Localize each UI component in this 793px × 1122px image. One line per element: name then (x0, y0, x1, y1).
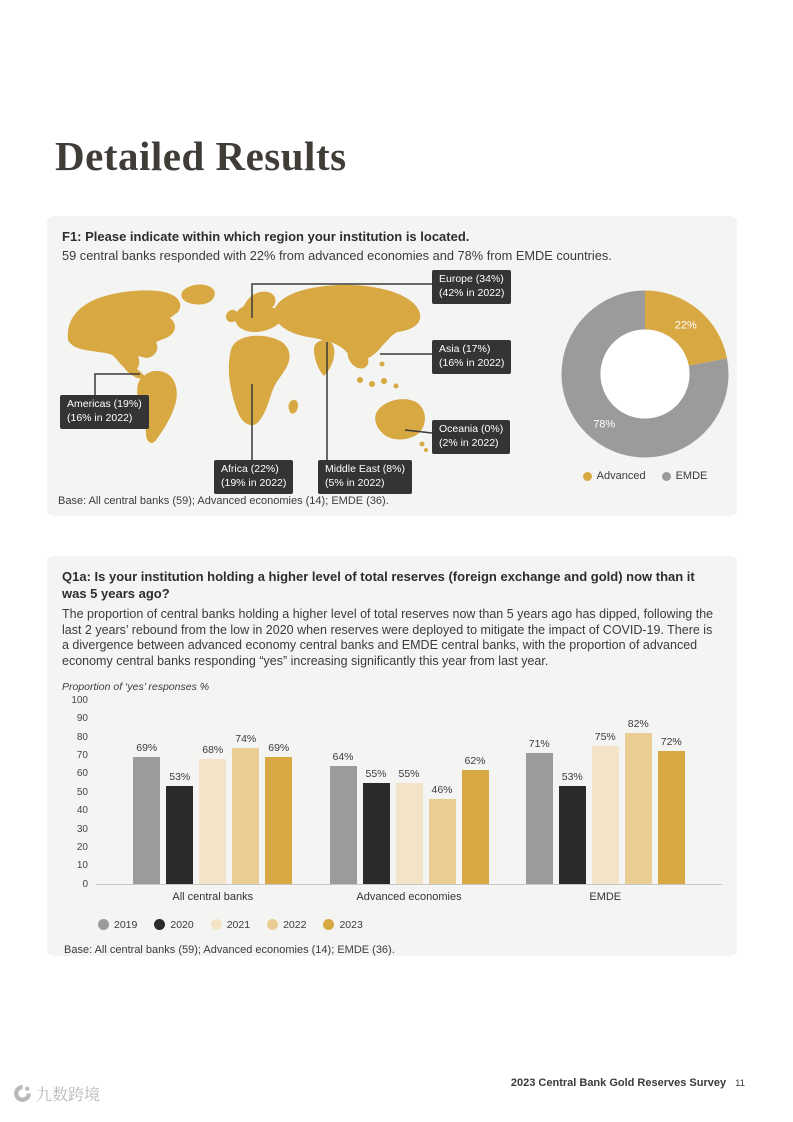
bar-2019-cat1 (330, 751, 357, 884)
legend-item-Advanced (583, 470, 646, 482)
bar-2023-cat0 (265, 741, 292, 884)
y-tick-60: 60 (76, 768, 88, 780)
y-tick-30: 30 (76, 823, 88, 835)
footer-title: 2023 Central Bank Gold Reserves Survey (510, 1077, 727, 1089)
bar-chart-legend (98, 919, 722, 931)
map-callout-sublabel: (42% in 2022) (439, 286, 505, 299)
watermark-text: 九数跨境 (36, 1087, 101, 1104)
watermark (13, 1082, 100, 1105)
island-greenland (181, 285, 214, 305)
continent-north-america (68, 290, 181, 371)
y-tick-10: 10 (76, 860, 88, 872)
map-callout-label: Middle East (8%) (325, 463, 405, 475)
map-callout-label: Oceania (0%) (439, 423, 504, 435)
legend-item-2019 (98, 919, 137, 931)
bar-chart (62, 694, 722, 903)
map-callout-sublabel: (19% in 2022) (221, 476, 287, 489)
bar-value-label: 46% (431, 784, 453, 797)
f1-subheading: 59 central banks responded with 22% from advanced economies and 78% from EMDE countries. (62, 247, 612, 263)
island-new-zealand-1 (420, 442, 425, 447)
bar-group-label: All central banks (172, 890, 254, 903)
q1a-heading: Q1a: Is your institution holding a higher level of total reserves (foreign exchange and gold) now than it was 5 years ago? (62, 569, 695, 601)
bar-2023-cat1 (462, 754, 489, 884)
bar-value-label: 53% (169, 771, 191, 784)
world-map-region (55, 262, 520, 502)
legend-dot-icon (323, 919, 334, 930)
bar-value-label: 68% (202, 743, 224, 756)
map-callout-africa (214, 460, 293, 494)
bar-chart-bars (96, 701, 722, 885)
region-india (314, 340, 334, 376)
map-callout-sublabel: (16% in 2022) (439, 356, 505, 369)
bar-group-1 (330, 701, 489, 884)
legend-item-EMDE (662, 470, 708, 482)
bar-chart-plot (96, 701, 722, 903)
bar-group-0 (133, 701, 292, 884)
bar-value-label: 53% (561, 771, 583, 784)
bar-value-label: 69% (268, 741, 290, 754)
bar-value-label: 62% (464, 754, 486, 767)
bar-2020-cat1 (363, 767, 390, 884)
y-tick-70: 70 (76, 749, 88, 761)
y-tick-90: 90 (76, 713, 88, 725)
bar-group-2 (526, 701, 685, 884)
bar-2021-cat1 (396, 767, 423, 884)
donut-slice-value: 22% (674, 319, 697, 332)
bar-2020-cat2 (559, 771, 586, 884)
legend-label: 2021 (226, 918, 251, 931)
bar-group-label: EMDE (589, 890, 622, 903)
map-callout-americas (60, 395, 149, 429)
bar-value-label: 64% (332, 751, 354, 764)
bar-value-label: 55% (398, 767, 420, 780)
f1-section (47, 216, 737, 516)
continent-africa (229, 336, 290, 425)
watermark-logo-icon (13, 1084, 32, 1103)
bar-2019-cat0 (133, 741, 160, 884)
legend-item-2023 (323, 919, 362, 931)
bar-chart-category-labels (96, 891, 722, 903)
legend-label: EMDE (675, 470, 708, 482)
map-callout-label: Asia (17%) (439, 343, 491, 355)
y-tick-40: 40 (76, 805, 88, 817)
page-footer (511, 1077, 745, 1089)
island-madagascar (289, 400, 299, 414)
continent-australia (375, 399, 425, 439)
footer-page-number: 11 (735, 1078, 745, 1089)
f1-heading: F1: Please indicate within which region your institution is located. (62, 229, 470, 244)
legend-dot-icon (662, 472, 671, 481)
legend-item-2022 (267, 919, 306, 931)
q1a-section (47, 556, 737, 956)
map-callout-sublabel: (5% in 2022) (325, 476, 385, 489)
y-tick-20: 20 (76, 841, 88, 853)
bar-value-label: 82% (627, 717, 649, 730)
donut-chart (561, 290, 729, 458)
bar-chart-y-axis (62, 694, 88, 891)
donut-legend (555, 470, 735, 482)
bar-value-label: 75% (594, 730, 616, 743)
legend-item-2021 (211, 919, 250, 931)
island-indonesia-2 (369, 381, 375, 387)
donut-chart-region (555, 290, 735, 482)
bar-2023-cat2 (658, 736, 685, 883)
y-tick-100: 100 (71, 694, 88, 706)
bar-2021-cat0 (199, 743, 226, 884)
bar-2022-cat2 (625, 717, 652, 884)
bar-2022-cat1 (429, 784, 456, 884)
donut-hole (601, 330, 690, 419)
bar-value-label: 71% (528, 738, 550, 751)
island-indonesia-1 (357, 377, 363, 383)
bar-value-label: 74% (235, 732, 257, 745)
island-new-zealand-2 (424, 448, 428, 452)
bar-2019-cat2 (526, 738, 553, 884)
legend-label: 2020 (170, 918, 194, 931)
map-callout-label: Americas (19%) (67, 398, 142, 410)
y-tick-80: 80 (76, 731, 88, 743)
legend-label: Advanced (596, 470, 646, 482)
legend-label: 2019 (114, 918, 138, 931)
page-title: Detailed Results (55, 133, 347, 179)
bar-value-label: 72% (660, 736, 682, 749)
legend-label: 2022 (283, 918, 307, 931)
y-tick-0: 0 (82, 878, 88, 890)
continent-asia (274, 285, 420, 360)
island-indonesia-3 (381, 378, 387, 384)
map-callout-sublabel: (2% in 2022) (439, 436, 499, 449)
map-callout-middle-east (318, 460, 412, 494)
q1a-base-note: Base: All central banks (59); Advanced economies (14); EMDE (36). (64, 943, 395, 956)
bar-value-label: 55% (365, 767, 387, 780)
bar-group-label: Advanced economies (356, 890, 462, 903)
legend-dot-icon (267, 919, 278, 930)
bar-2022-cat0 (232, 732, 259, 884)
y-tick-50: 50 (76, 786, 88, 798)
q1a-body: The proportion of central banks holding a higher level of total reserves now than 5 years ago has dipped, following the last 2 years’ rebound from the low in 2020 when reserves were deployed to mitigate the impact of COVID-19. There is a divergence between advanced economy central banks and EMDE central banks, with the proportion of advanced economy central banks responding “yes” increasing significantly this year from last year. (62, 606, 714, 669)
legend-item-2020 (154, 919, 193, 931)
island-new-guinea (394, 384, 399, 389)
legend-dot-icon (211, 919, 222, 930)
island-philippines (380, 362, 385, 367)
bar-value-label: 69% (136, 741, 158, 754)
map-callout-europe (432, 270, 511, 304)
island-uk (226, 310, 238, 322)
map-callout-asia (432, 340, 511, 374)
legend-dot-icon (583, 472, 592, 481)
f1-base-note: Base: All central banks (59); Advanced economies (14); EMDE (36). (58, 495, 389, 507)
legend-label: 2023 (339, 918, 363, 931)
map-callout-oceania (432, 420, 510, 454)
legend-dot-icon (98, 919, 109, 930)
map-callout-label: Europe (34%) (439, 273, 504, 285)
bar-2021-cat2 (592, 730, 619, 884)
bar-2020-cat0 (166, 771, 193, 884)
map-callout-sublabel: (16% in 2022) (67, 411, 133, 424)
bar-chart-axis-label: Proportion of ‘yes’ responses % (62, 680, 210, 693)
legend-dot-icon (154, 919, 165, 930)
donut-slice-value: 78% (593, 418, 616, 431)
map-callout-label: Africa (22%) (221, 463, 279, 475)
